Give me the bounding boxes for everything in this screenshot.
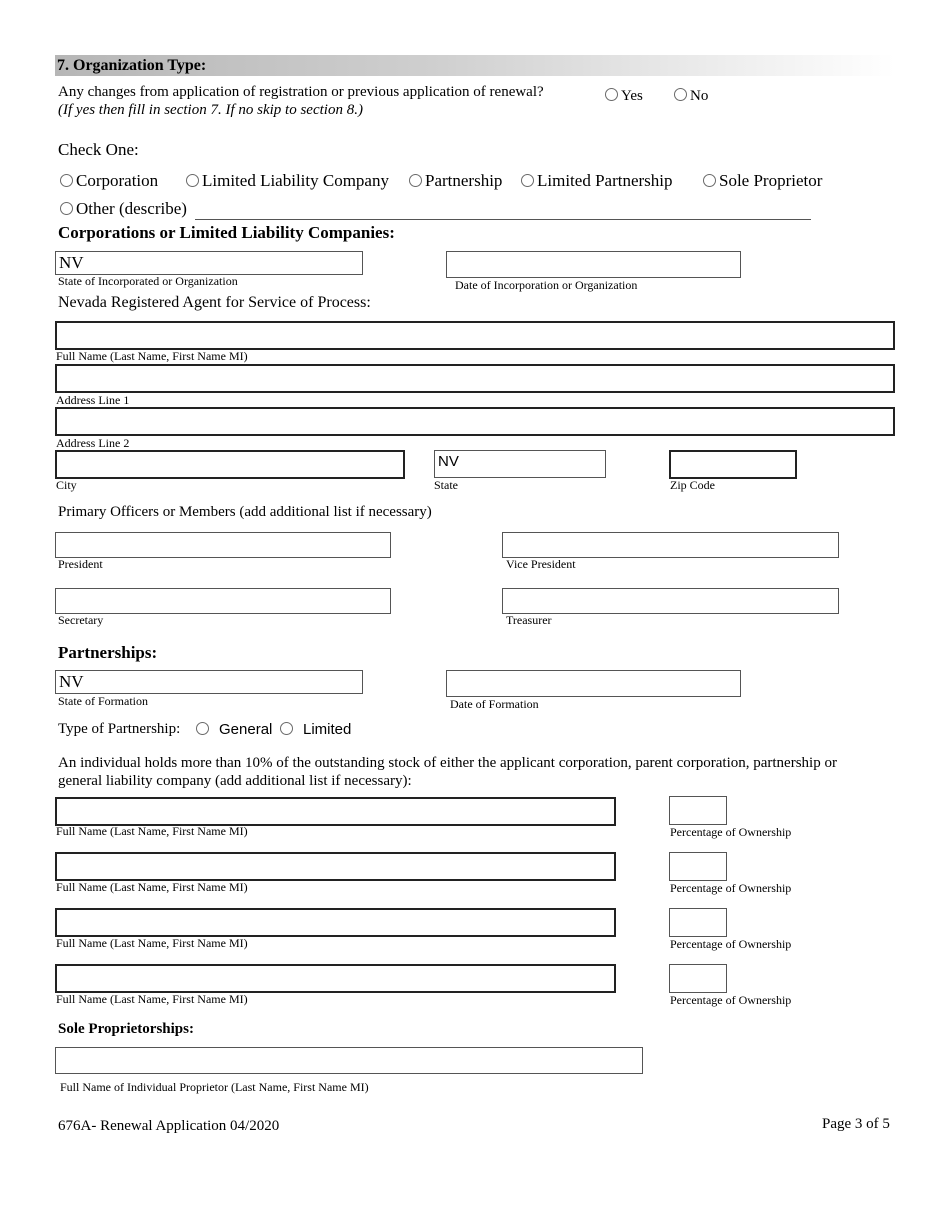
sole-name-input[interactable] xyxy=(55,1047,643,1074)
corp-date-input[interactable] xyxy=(446,251,741,278)
option-label: Other (describe) xyxy=(76,199,187,218)
officers-heading: Primary Officers or Members (add additional list if necessary) xyxy=(58,504,432,520)
state-label: State xyxy=(434,478,458,492)
president-label: President xyxy=(58,557,103,571)
radio-icon xyxy=(186,174,199,187)
partnerships-heading: Partnerships: xyxy=(58,643,158,662)
option-llc[interactable] xyxy=(186,171,389,191)
radio-icon xyxy=(521,174,534,187)
owner-percentage-input-1[interactable] xyxy=(669,796,727,825)
changes-instruction: (If yes then fill in section 7. If no skip to section 8.) xyxy=(58,102,363,118)
sole-name-label: Full Name of Individual Proprietor (Last Name, First Name MI) xyxy=(60,1080,369,1094)
owner-name-label-1: Full Name (Last Name, First Name MI) xyxy=(56,824,248,838)
no-label: No xyxy=(690,88,709,104)
corporations-heading: Corporations or Limited Liability Companies: xyxy=(58,223,395,242)
owner-name-input-4[interactable] xyxy=(55,964,616,993)
corp-date-label: Date of Incorporation or Organization xyxy=(455,278,638,292)
treasurer-label: Treasurer xyxy=(506,613,552,627)
owner-name-input-1[interactable] xyxy=(55,797,616,826)
partnership-limited-radio[interactable] xyxy=(280,721,351,738)
agent-full-name-input[interactable] xyxy=(55,321,895,350)
corp-state-label: State of Incorporated or Organization xyxy=(58,274,238,288)
secretary-label: Secretary xyxy=(58,613,104,627)
ownership-statement-line1: An individual holds more than 10% of the outstanding stock of either the applicant corporation, parent corporation, partnership or xyxy=(58,755,837,771)
radio-icon xyxy=(409,174,422,187)
radio-icon xyxy=(196,722,209,735)
footer-form-id: 676A- Renewal Application 04/2020 xyxy=(58,1118,280,1134)
limited-label: Limited xyxy=(303,721,352,738)
footer-page-number: Page 3 of 5 xyxy=(822,1116,890,1132)
state-input[interactable] xyxy=(434,450,606,478)
owner-name-input-3[interactable] xyxy=(55,908,616,937)
owner-percentage-input-3[interactable] xyxy=(669,908,727,937)
owner-name-label-4: Full Name (Last Name, First Name MI) xyxy=(56,992,248,1006)
radio-icon xyxy=(674,88,687,101)
vice-president-input[interactable] xyxy=(502,532,839,558)
partnership-date-input[interactable] xyxy=(446,670,741,697)
secretary-input[interactable] xyxy=(55,588,391,614)
option-limited-partnership[interactable] xyxy=(521,171,673,191)
owner-percentage-label-2: Percentage of Ownership xyxy=(670,881,792,895)
option-label: Limited Partnership xyxy=(537,171,673,190)
option-label: Corporation xyxy=(76,171,159,190)
partnership-state-label: State of Formation xyxy=(58,694,148,708)
general-label: General xyxy=(219,721,273,738)
address-line1-label: Address Line 1 xyxy=(56,393,130,407)
owner-percentage-input-2[interactable] xyxy=(669,852,727,881)
radio-icon xyxy=(280,722,293,735)
option-sole-proprietor[interactable] xyxy=(703,171,822,191)
owner-name-label-3: Full Name (Last Name, First Name MI) xyxy=(56,936,248,950)
state-value: NV xyxy=(438,453,459,470)
agent-full-name-label: Full Name (Last Name, First Name MI) xyxy=(56,349,248,363)
corp-state-input[interactable] xyxy=(55,251,363,275)
option-corporation[interactable] xyxy=(60,171,158,191)
owner-name-input-2[interactable] xyxy=(55,852,616,881)
check-one-label: Check One: xyxy=(58,140,139,159)
ownership-statement-line2: general liability company (add additional list if necessary): xyxy=(58,773,412,789)
option-label: Limited Liability Company xyxy=(202,171,389,190)
radio-icon xyxy=(60,202,73,215)
radio-icon xyxy=(60,174,73,187)
president-input[interactable] xyxy=(55,532,391,558)
partnership-type-label: Type of Partnership: xyxy=(58,721,181,737)
yes-label: Yes xyxy=(621,88,643,104)
changes-question: Any changes from application of registration or previous application of renewal? xyxy=(58,84,544,100)
changes-no-radio[interactable] xyxy=(674,88,708,105)
city-label: City xyxy=(56,478,77,492)
changes-yes-radio[interactable] xyxy=(605,88,643,105)
owner-name-label-2: Full Name (Last Name, First Name MI) xyxy=(56,880,248,894)
option-partnership[interactable] xyxy=(409,171,502,191)
address-line2-input[interactable] xyxy=(55,407,895,436)
partnership-general-radio[interactable] xyxy=(196,721,272,738)
option-label: Sole Proprietor xyxy=(719,171,823,190)
sole-heading: Sole Proprietorships: xyxy=(58,1021,194,1037)
owner-percentage-input-4[interactable] xyxy=(669,964,727,993)
partnership-date-label: Date of Formation xyxy=(450,697,539,711)
treasurer-input[interactable] xyxy=(502,588,839,614)
owner-percentage-label-3: Percentage of Ownership xyxy=(670,937,792,951)
zip-label: Zip Code xyxy=(670,478,715,492)
section-header: 7. Organization Type: xyxy=(55,55,895,76)
partnership-state-value: NV xyxy=(59,672,84,691)
vice-president-label: Vice President xyxy=(506,557,576,571)
agent-heading: Nevada Registered Agent for Service of Process: xyxy=(58,294,371,311)
city-input[interactable] xyxy=(55,450,405,479)
radio-icon xyxy=(605,88,618,101)
address-line2-label: Address Line 2 xyxy=(56,436,130,450)
owner-percentage-label-4: Percentage of Ownership xyxy=(670,993,792,1007)
radio-icon xyxy=(703,174,716,187)
zip-input[interactable] xyxy=(669,450,797,479)
partnership-state-input[interactable] xyxy=(55,670,363,694)
option-label: Partnership xyxy=(425,171,503,190)
corp-state-value: NV xyxy=(59,253,84,272)
option-other[interactable] xyxy=(60,199,187,219)
address-line1-input[interactable] xyxy=(55,364,895,393)
owner-percentage-label-1: Percentage of Ownership xyxy=(670,825,792,839)
other-describe-line[interactable] xyxy=(195,219,811,220)
